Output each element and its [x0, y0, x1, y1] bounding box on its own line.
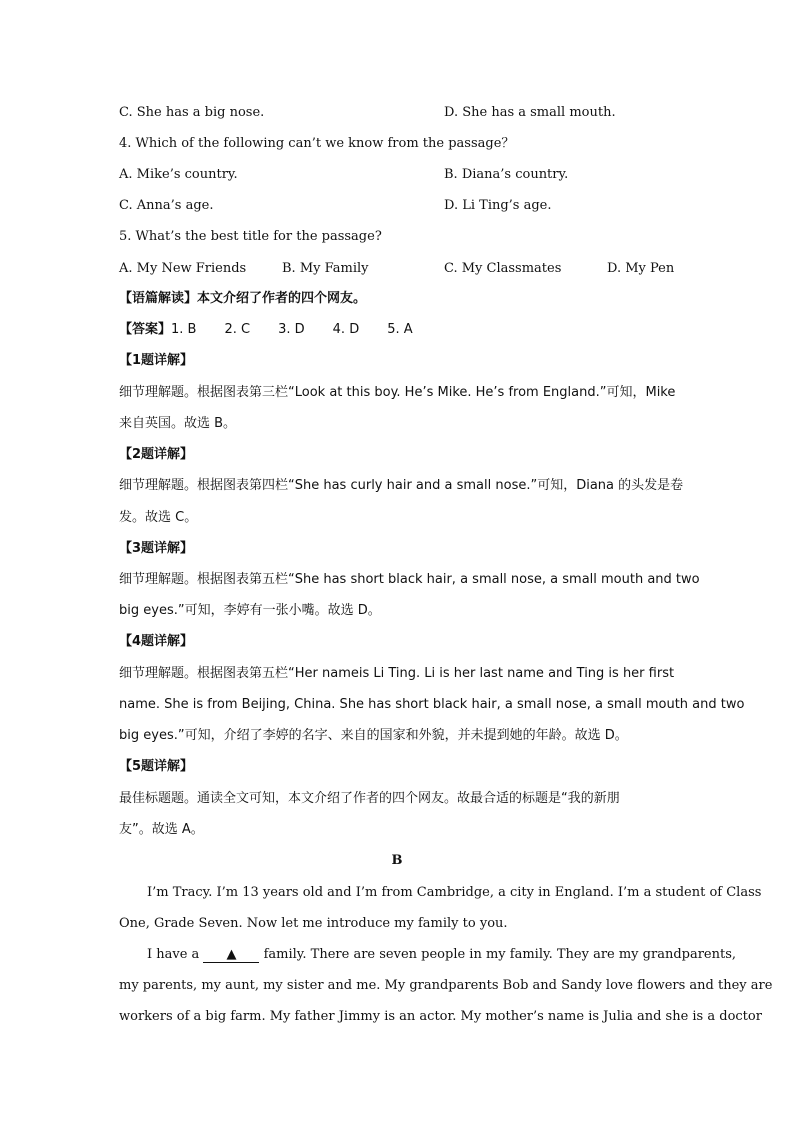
- detail-5-line-2: 友”。故选 A。: [119, 822, 204, 837]
- detail-2-line-2: 发。故选 C。: [119, 510, 198, 525]
- answer-blank[interactable]: ▲: [203, 948, 259, 963]
- answer-4: 4. D: [332, 322, 360, 337]
- detail-2-line-1: 细节理解题。根据图表第四栏“She has curly hair and a small nose.”可知，Diana 的头发是卷: [119, 478, 684, 493]
- detail-1-title: 【1题详解】: [119, 353, 194, 368]
- q3-option-c: C. She has a big nose.: [119, 105, 265, 120]
- detail-4-line-1: 细节理解题。根据图表第五栏“Her nameis Li Ting. Li is her last name and Ting is her first: [119, 666, 675, 681]
- answer-3: 3. D: [278, 322, 305, 337]
- p2-text-after-blank: family. There are seven people in my family. They are my grandparents,: [263, 947, 737, 962]
- answers-label: 【答案】: [119, 322, 172, 337]
- detail-3-line-1: 细节理解题。根据图表第五栏“She has short black hair, a small nose, a small mouth and two: [119, 572, 700, 587]
- detail-3-line-2: big eyes.”可知，李婷有一张小嘴。故选 D。: [119, 603, 381, 618]
- passage-reading-text: 【语篇解读】本文介绍了作者的四个网友。: [119, 291, 367, 306]
- q5-stem: 5. What’s the best title for the passage?: [119, 229, 382, 244]
- q5-option-a: A. My New Friends: [119, 261, 247, 276]
- detail-5-title: 【5题详解】: [119, 759, 194, 774]
- detail-3-title: 【3题详解】: [119, 541, 194, 556]
- section-b-heading: B: [391, 853, 403, 868]
- q4-option-a: A. Mike’s country.: [119, 167, 238, 182]
- answer-1: 1. B: [171, 322, 197, 337]
- detail-4-title: 【4题详解】: [119, 634, 194, 649]
- q5-option-c: C. My Classmates: [444, 261, 562, 276]
- answers-line: [119, 322, 441, 338]
- q4-option-d: D. Li Ting’s age.: [444, 198, 552, 213]
- q4-stem: 4. Which of the following can’t we know from the passage？: [119, 136, 515, 151]
- detail-4-line-2: name. She is from Beijing, China. She has short black hair, a small nose, a small mouth and two: [119, 697, 745, 712]
- detail-5-line-1: 最佳标题题。通读全文可知，本文介绍了作者的四个网友。故最合适的标题是“我的新朋: [119, 791, 620, 806]
- passage-b-p1-line-1: I’m Tracy. I’m 13 years old and I’m from Cambridge, a city in England. I’m a student of Class: [147, 885, 762, 900]
- detail-1-line-1: 细节理解题。根据图表第三栏“Look at this boy. He’s Mike. He’s from England.”可知，Mike: [119, 385, 676, 400]
- passage-b-p2-line-2: my parents, my aunt, my sister and me. My grandparents Bob and Sandy love flowers and they are: [119, 978, 773, 993]
- q4-option-c: C. Anna’s age.: [119, 198, 214, 213]
- detail-2-title: 【2题详解】: [119, 447, 194, 462]
- passage-reading: [119, 291, 366, 307]
- detail-4-line-3: big eyes.”可知，介绍了李婷的名字、来自的国家和外貌，并未提到她的年龄。故选 D。: [119, 728, 628, 743]
- q3-option-d: D. She has a small mouth.: [444, 105, 616, 120]
- q5-option-d: D. My Pen: [607, 261, 675, 276]
- q5-option-b: B. My Family: [282, 261, 369, 276]
- q4-option-b: B. Diana’s country.: [444, 167, 569, 182]
- answer-5: 5. A: [387, 322, 413, 337]
- p2-text-before-blank: I have a: [147, 947, 200, 962]
- passage-b-p2-line-1: [147, 947, 736, 963]
- passage-b-p2-line-3: workers of a big farm. My father Jimmy is an actor. My mother’s name is Julia and she is a doctor: [119, 1009, 762, 1024]
- detail-1-line-2: 来自英国。故选 B。: [119, 416, 237, 431]
- answer-2: 2. C: [224, 322, 251, 337]
- passage-b-p1-line-2: One, Grade Seven. Now let me introduce my family to you.: [119, 916, 508, 931]
